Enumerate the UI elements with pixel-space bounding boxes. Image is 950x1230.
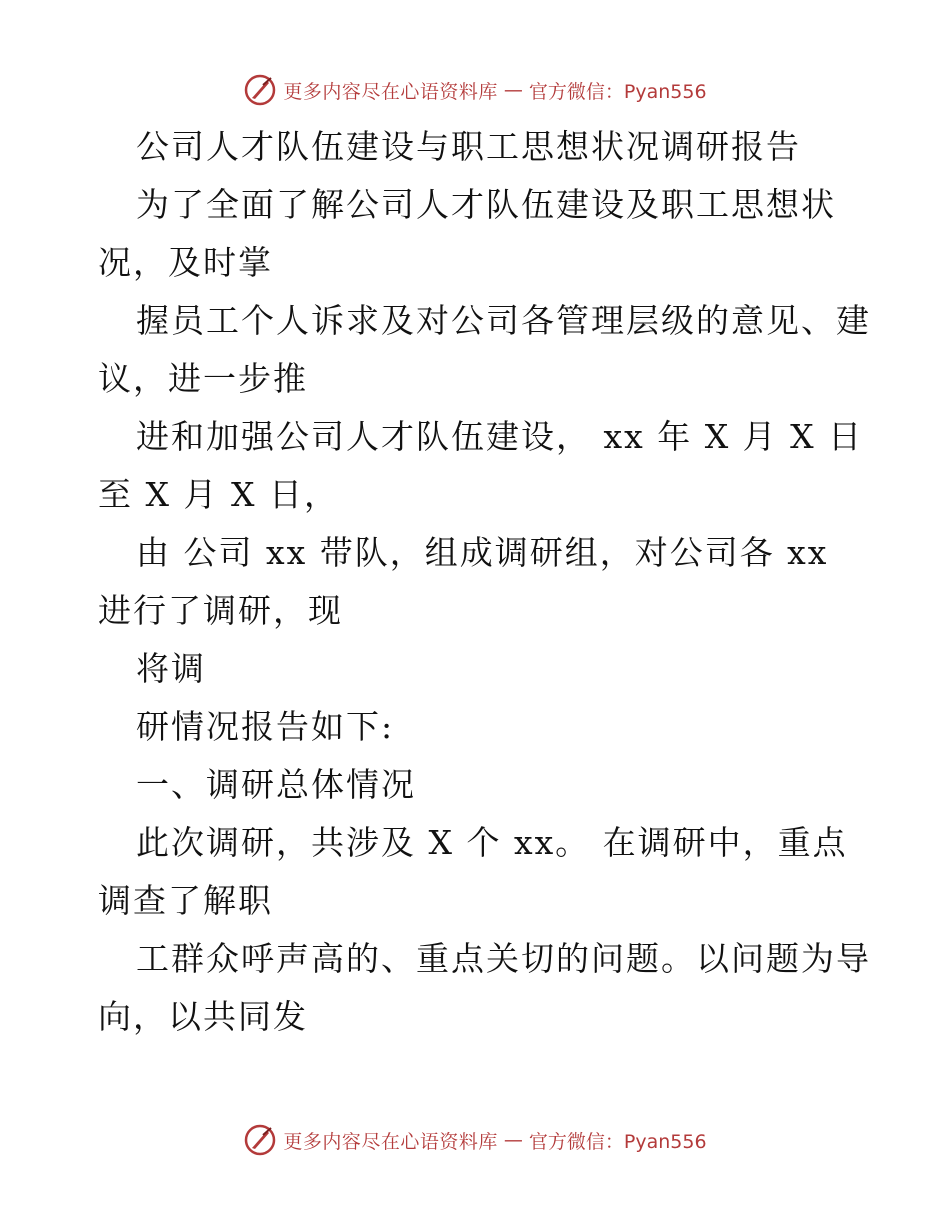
watermark-separator: — [503, 1129, 523, 1151]
feather-pen-logo-icon [243, 1123, 277, 1157]
header-watermark [0, 70, 950, 110]
paragraph-line: 研情况报告如下: [136, 707, 395, 746]
watermark-text: 更多内容尽在心语资料库 [283, 80, 498, 103]
paragraph-line: 向，以共同发 [98, 997, 308, 1036]
paragraph-line: 为了全面了解公司人才队伍建设及职工思想状 [136, 185, 836, 224]
feather-pen-logo-icon [243, 73, 277, 107]
watermark-text: 更多内容尽在心语资料库 [283, 1130, 498, 1153]
document-title: 公司人才队伍建设与职工思想状况调研报告 [136, 127, 801, 166]
paragraph-line: 调查了解职 [98, 881, 273, 920]
paragraph-line: 进行了调研，现 [98, 591, 343, 630]
paragraph-line: 至 X 月 X 日， [98, 475, 339, 514]
paragraph-line: 议，进一步推 [98, 359, 308, 398]
watermark-wechat: 官方微信：Pyan556 [528, 80, 707, 103]
paragraph-line: 由 公司 xx 带队，组成调研组，对公司各 xx [136, 533, 829, 572]
paragraph-line: 握员工个人诉求及对公司各管理层级的意见、建 [136, 301, 871, 340]
footer-watermark [0, 1120, 950, 1160]
paragraph-line: 此次调研，共涉及 X 个 xx。 在调研中，重点 [136, 823, 848, 862]
section-heading: 一、调研总体情况 [136, 765, 416, 804]
paragraph-line: 进和加强公司人才队伍建设， xx 年 X 月 X 日 [136, 417, 864, 456]
paragraph-line: 况，及时掌 [98, 243, 273, 282]
document-body [98, 118, 871, 1046]
watermark-separator: — [503, 79, 523, 101]
paragraph-line: 工群众呼声高的、重点关切的问题。以问题为导 [136, 939, 871, 978]
paragraph-line: 将调 [136, 649, 206, 688]
watermark-wechat: 官方微信：Pyan556 [528, 1130, 707, 1153]
